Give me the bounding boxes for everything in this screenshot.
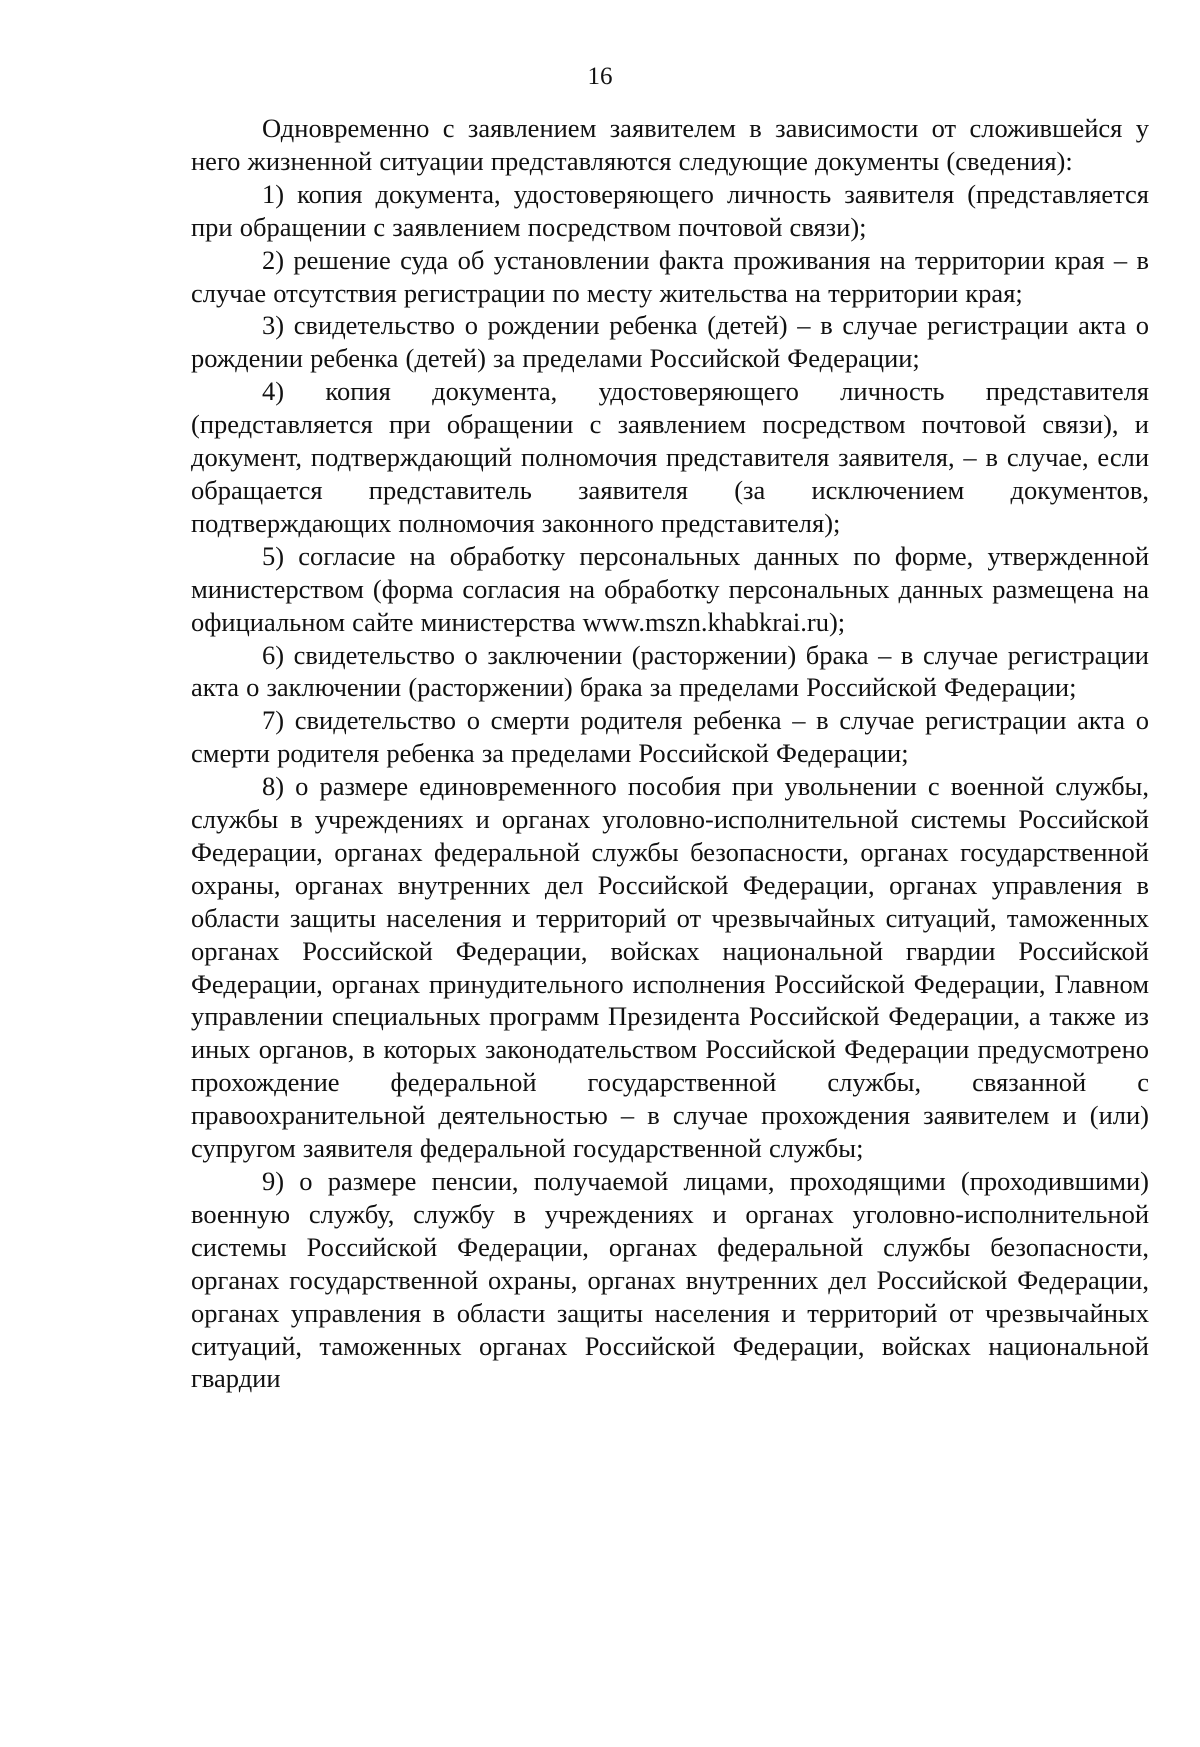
- paragraph-item-9: 9) о размере пенсии, получаемой лицами, проходящими (проходившими) военную службу, службу в учреждениях и органах уголовно-исполнительной системы Российской Федерации, органах федеральной службы безопасности, органах государственной охраны, органах внутренних дел Российской Федерации, органах управления в области защиты населения и территорий от чрезвычайных ситуаций, таможенных органах Российской Федерации, войсках национальной гвардии: [191, 1166, 1149, 1394]
- paragraph-intro: Одновременно с заявлением заявителем в зависимости от сложившейся у него жизненной ситуации представляются следующие документы (сведения):: [191, 113, 1149, 176]
- paragraph-item-5: 5) согласие на обработку персональных данных по форме, утвержденной министерством (форма согласия на обработку персональных данных размещена на официальном сайте министерства www.mszn.khabkrai.ru);: [191, 540, 1149, 637]
- document-body: [191, 112, 1149, 1395]
- paragraph-item-2: 2) решение суда об установлении факта проживания на территории края – в случае отсутствия регистрации по месту жительства на территории края;: [191, 244, 1149, 308]
- paragraph-item-8: 8) о размере единовременного пособия при увольнении с военной службы, службы в учреждениях и органах уголовно-исполнительной системы Российской Федерации, органах федеральной службы безопасности, органах государственной охраны, органах внутренних дел Российской Федерации, органах управления в области защиты населения и территорий от чрезвычайных ситуаций, таможенных органах Российской Федерации, войсках национальной гвардии Российской Федерации, органах принудительного исполнения Российской Федерации, Главном управлении специальных программ Президента Российской Федерации, а также из иных органов, в которых законодательством Российской Федерации предусмотрено прохождение федеральной государственной службы, связанной с правоохранительной деятельностью – в случае прохождения заявителем и (или) супругом заявителя федеральной государственной службы;: [191, 771, 1149, 1164]
- paragraph-item-4: 4) копия документа, удостоверяющего личность представителя (представляется при обращении с заявлением посредством почтовой связи), и документ, подтверждающий полномочия представителя заявителя, – в случае, если обращается представитель заявителя (за исключением документов, подтверждающих полномочия законного представителя);: [191, 376, 1149, 538]
- paragraph-item-1: 1) копия документа, удостоверяющего личность заявителя (представляется при обращении с заявлением посредством почтовой связи);: [191, 178, 1149, 242]
- paragraph-item-3: 3) свидетельство о рождении ребенка (детей) – в случае регистрации акта о рождении ребенка (детей) за пределами Российской Федерации;: [191, 310, 1149, 374]
- paragraph-item-6: 6) свидетельство о заключении (расторжении) брака – в случае регистрации акта о заключении (расторжении) брака за пределами Российской Федерации;: [191, 639, 1149, 703]
- page-number: 16: [587, 63, 613, 90]
- paragraph-item-7: 7) свидетельство о смерти родителя ребенка – в случае регистрации акта о смерти родителя ребенка за пределами Российской Федерации;: [191, 705, 1149, 769]
